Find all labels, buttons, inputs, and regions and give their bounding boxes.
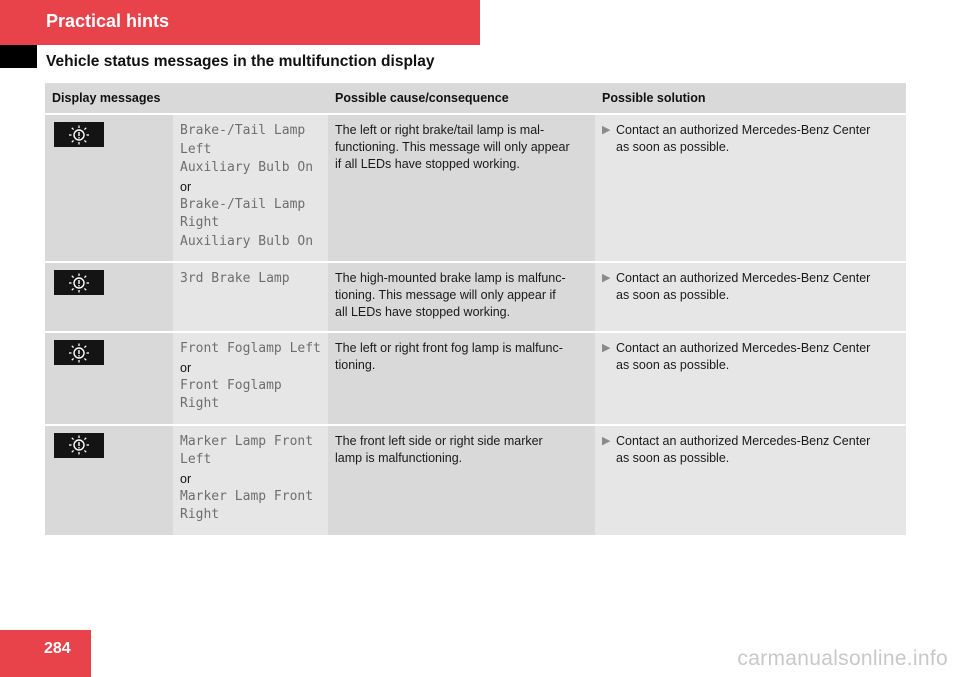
solution-item — [602, 433, 899, 467]
solution-line: Contact an authorized Mercedes-Benz Center — [616, 271, 871, 285]
table-row — [45, 332, 906, 425]
possible-solution-cell — [595, 262, 906, 332]
or-word: or — [180, 179, 192, 194]
icon-cell — [45, 114, 173, 262]
display-message-cell — [173, 425, 328, 536]
possible-solution-cell — [595, 332, 906, 425]
table-header-row — [45, 83, 906, 114]
display-message-line: Right — [180, 396, 220, 411]
display-message-line: Front Foglamp Left — [180, 341, 321, 356]
solution-line: as soon as possible. — [616, 450, 730, 465]
display-message-line: Left — [180, 141, 212, 157]
possible-cause-cell — [328, 425, 595, 536]
or-word: or — [180, 471, 192, 486]
cause-line: The high-mounted brake lamp is malfunc- — [335, 271, 566, 285]
lamp-warning-icon — [54, 270, 104, 295]
display-message-line: Left — [180, 452, 212, 467]
possible-solution-cell — [595, 425, 906, 536]
watermark: carmanualsonline.info — [737, 647, 948, 670]
display-message-cell — [173, 114, 328, 262]
display-message-line: Auxiliary Bulb On — [180, 160, 314, 175]
lamp-warning-icon — [54, 122, 104, 147]
table-row — [45, 114, 906, 262]
column-header-possible-solution: Possible solution — [595, 83, 906, 114]
display-message-line: Right — [180, 507, 220, 522]
table-body — [45, 114, 906, 536]
page-number: 284 — [44, 640, 71, 657]
triangle-bullet-icon: ▶ — [602, 124, 611, 136]
display-message-line: Marker Lamp Front — [180, 488, 314, 504]
cause-line: tioning. This message will only appear if — [335, 288, 556, 302]
section-tab-marker — [0, 45, 37, 68]
triangle-bullet-icon: ▶ — [602, 272, 611, 284]
triangle-bullet-icon: ▶ — [602, 434, 611, 447]
display-message-line: Right — [180, 215, 220, 230]
cause-line: The left or right front fog lamp is malfunc- — [335, 341, 563, 355]
status-messages-table — [45, 83, 906, 537]
display-message-line: Auxiliary Bulb On — [180, 233, 314, 249]
cause-line: functioning. This message will only appear — [335, 140, 570, 154]
status-messages-table-wrap — [45, 83, 906, 537]
icon-cell — [45, 332, 173, 425]
solution-item — [602, 122, 899, 156]
section-title: Practical hints — [46, 11, 170, 31]
display-message-cell — [173, 262, 328, 332]
display-message-line: Front Foglamp — [180, 377, 282, 393]
cause-line: all LEDs have stopped working. — [335, 305, 511, 319]
column-header-possible-cause: Possible cause/consequence — [328, 83, 595, 114]
cause-line: if all LEDs have stopped working. — [335, 157, 520, 171]
cause-line: lamp is malfunctioning. — [335, 450, 463, 465]
or-word: or — [180, 360, 192, 375]
possible-solution-cell — [595, 114, 906, 262]
possible-cause-cell — [328, 332, 595, 425]
possible-cause-cell — [328, 114, 595, 262]
lamp-warning-icon-svg — [67, 343, 91, 363]
lamp-warning-icon-svg — [67, 125, 91, 145]
lamp-warning-icon-svg — [67, 273, 91, 293]
solution-line: as soon as possible. — [616, 140, 730, 154]
solution-item — [602, 270, 899, 304]
display-message-line: Brake-/Tail Lamp — [180, 123, 306, 138]
page-heading: Vehicle status messages in the multifunction display — [46, 53, 435, 70]
section-header-bar — [0, 0, 480, 45]
table-row — [45, 425, 906, 536]
page-number-box — [0, 630, 91, 677]
solution-line: as soon as possible. — [616, 288, 730, 302]
display-message-line: 3rd Brake Lamp — [180, 271, 290, 286]
icon-cell — [45, 425, 173, 536]
lamp-warning-icon — [54, 433, 104, 458]
table-row — [45, 262, 906, 332]
lamp-warning-icon-svg — [67, 435, 91, 455]
solution-line: Contact an authorized Mercedes-Benz Center — [616, 433, 871, 448]
cause-line: The front left side or right side marker — [335, 433, 543, 448]
solution-line: as soon as possible. — [616, 358, 730, 372]
solution-line: Contact an authorized Mercedes-Benz Center — [616, 123, 871, 137]
column-header-display-messages: Display messages — [45, 83, 328, 114]
possible-cause-cell — [328, 262, 595, 332]
display-message-line: Brake-/Tail Lamp — [180, 196, 306, 212]
solution-line: Contact an authorized Mercedes-Benz Center — [616, 341, 871, 355]
lamp-warning-icon — [54, 340, 104, 365]
display-message-line: Marker Lamp Front — [180, 433, 314, 449]
triangle-bullet-icon: ▶ — [602, 342, 611, 354]
solution-item — [602, 340, 899, 374]
icon-cell — [45, 262, 173, 332]
cause-line: tioning. — [335, 358, 376, 372]
cause-line: The left or right brake/tail lamp is mal- — [335, 123, 545, 137]
display-message-cell — [173, 332, 328, 425]
